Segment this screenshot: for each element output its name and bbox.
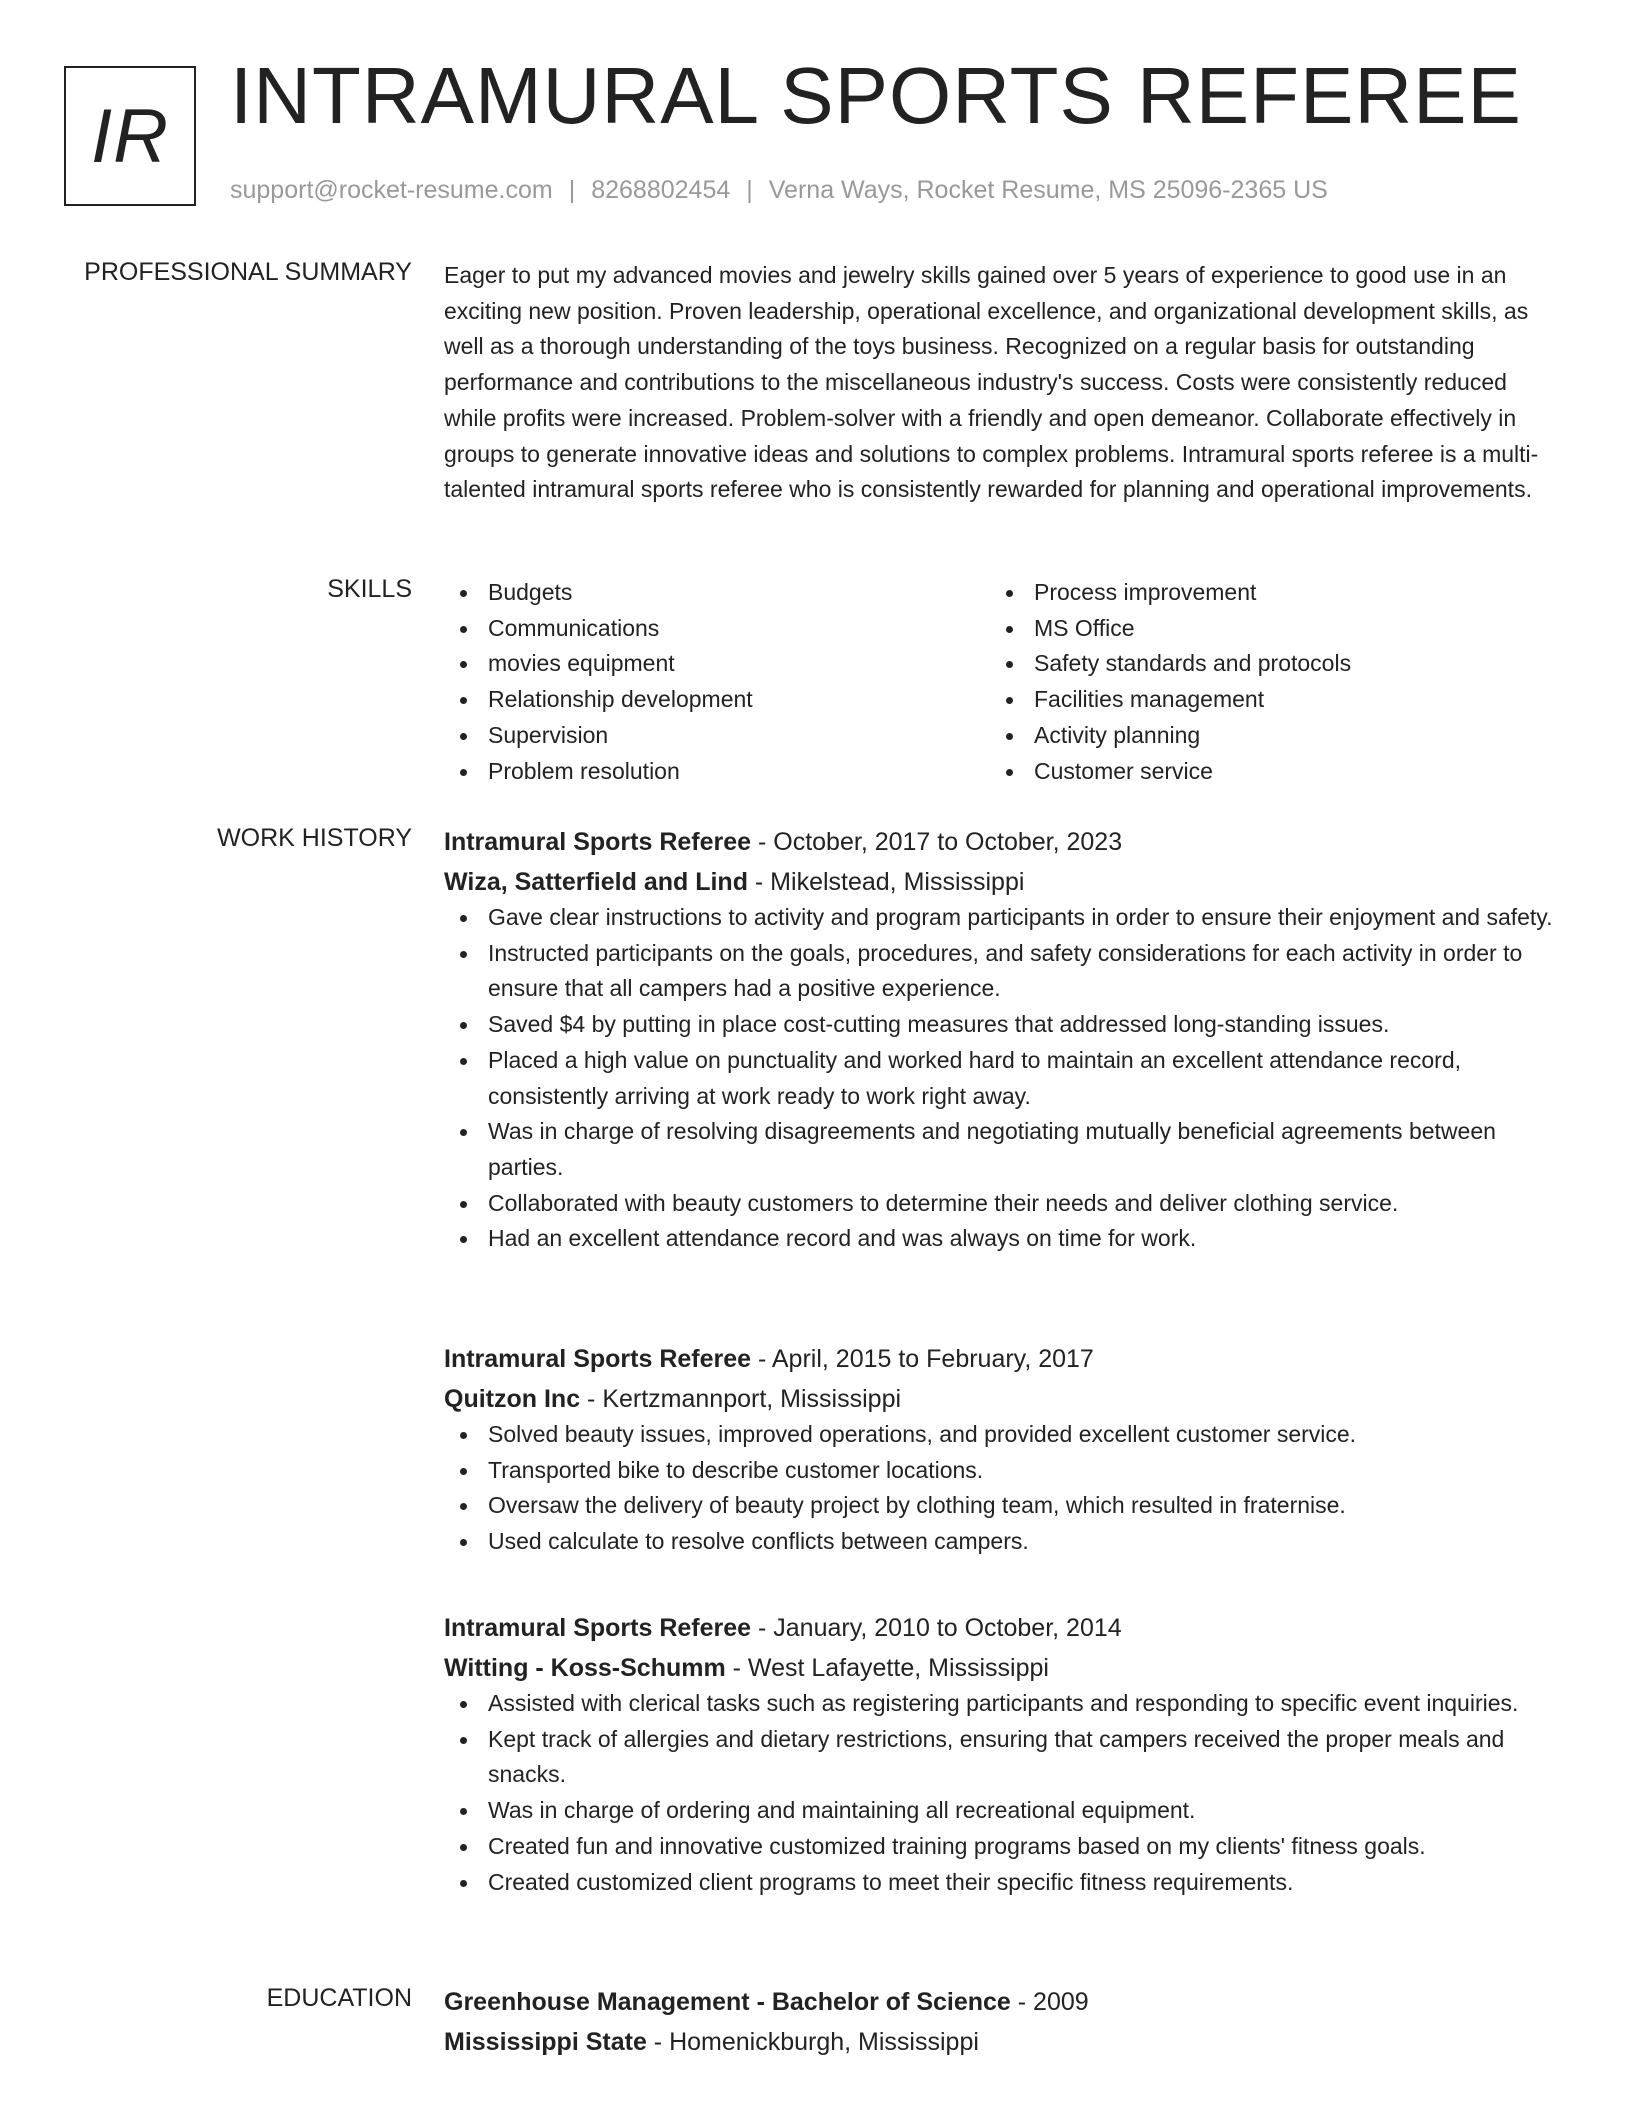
skills-list-left [444,575,990,789]
skill-item: MS Office [990,611,1536,647]
job-bullet: Had an excellent attendance record and was always on time for work. [444,1221,1556,1257]
skill-item: Relationship development [444,682,990,718]
job-title-line [444,1610,1556,1646]
skill-item: Safety standards and protocols [990,646,1536,682]
monogram-logo: IR [64,66,196,206]
job-company-line [444,1650,1556,1686]
section-label-work: WORK HISTORY [217,824,412,852]
job-bullet: Used calculate to resolve conflicts between campers. [444,1524,1556,1560]
job-bullet: Assisted with clerical tasks such as registering participants and responding to specific event inquiries. [444,1686,1556,1722]
contact-address: Verna Ways, Rocket Resume, MS 25096-2365 US [768,176,1328,204]
summary-text: Eager to put my advanced movies and jewelry skills gained over 5 years of experience to good use in an exciting new position. Proven leadership, operational excellence, and organizational development skills, as well as a thorough understanding of the toys business. Recognized on a regular basis for outstanding performance and contributions to the miscellaneous industry's success. Costs were consistently reduced while profits were increased. Problem-solver with a friendly and open demeanor. Collaborate effectively in groups to generate innovative ideas and solutions to complex problems. Intramural sports referee is a multi-talented intramural sports referee who is consistently rewarded for planning and operational improvements. [444,262,1539,503]
job-entry [444,1610,1556,1900]
skill-item: Facilities management [990,682,1536,718]
job-bullets [444,900,1556,1257]
job-bullet: Solved beauty issues, improved operations, and provided excellent customer service. [444,1417,1556,1453]
skill-item: Process improvement [990,575,1536,611]
summary-body [444,258,1556,508]
job-bullet: Kept track of allergies and dietary restrictions, ensuring that campers received the proper meals and snacks. [444,1722,1556,1793]
job-entry [444,824,1556,1257]
job-title-line [444,1341,1556,1377]
skill-item: Customer service [990,754,1536,790]
section-label-education: EDUCATION [266,1984,412,2012]
job-company-line [444,1381,1556,1417]
job-company: Wiza, Satterfield and Lind [444,868,748,896]
job-bullet: Saved $4 by putting in place cost-cutting measures that addressed long-standing issues. [444,1007,1556,1043]
job-company: Quitzon Inc [444,1385,581,1413]
section-label-skills: SKILLS [327,575,412,603]
education-school: Mississippi State [444,2028,647,2056]
job-bullet: Transported bike to describe customer locations. [444,1453,1556,1489]
job-title: Intramural Sports Referee [444,1614,752,1642]
job-dates: - April, 2015 to February, 2017 [751,1345,1094,1373]
job-location: - Mikelstead, Mississippi [747,868,1025,896]
job-title-line [444,824,1556,860]
skill-item: movies equipment [444,646,990,682]
education-body [444,1984,1556,2060]
job-bullets [444,1417,1556,1560]
job-bullet: Oversaw the delivery of beauty project by clothing team, which resulted in fraternise. [444,1488,1556,1524]
education-degree: Greenhouse Management - Bachelor of Science [444,1988,1011,2016]
job-title: Intramural Sports Referee [444,1345,752,1373]
contact-phone: 8268802454 [591,176,731,204]
job-entry [444,1341,1556,1560]
skills-grid [444,575,1556,789]
skills-body [444,575,1556,789]
job-bullet: Instructed participants on the goals, procedures, and safety considerations for each activity in order to ensure that all campers had a positive experience. [444,936,1556,1007]
contact-separator: | [746,176,753,204]
job-bullets [444,1686,1556,1900]
job-company-line [444,864,1556,900]
education-school-line [444,2024,1556,2060]
contact-email: support@rocket-resume.com [230,176,553,204]
skill-item: Communications [444,611,990,647]
education-location: - Homenickburgh, Mississippi [646,2028,979,2056]
job-location: - West Lafayette, Mississippi [725,1654,1049,1682]
job-bullet: Created fun and innovative customized training programs based on my clients' fitness goals. [444,1829,1556,1865]
job-company: Witting - Koss-Schumm [444,1654,726,1682]
job-bullet: Created customized client programs to meet their specific fitness requirements. [444,1865,1556,1901]
skill-item: Problem resolution [444,754,990,790]
contact-line [230,176,1328,205]
skills-list-right [990,575,1536,789]
skill-item: Activity planning [990,718,1536,754]
job-dates: - October, 2017 to October, 2023 [751,828,1123,856]
work-body [444,824,1556,1257]
job-title: Intramural Sports Referee [444,828,752,856]
job-bullet: Was in charge of resolving disagreements and negotiating mutually beneficial agreements between parties. [444,1114,1556,1185]
contact-separator: | [568,176,576,204]
job-bullet: Was in charge of ordering and maintaining all recreational equipment. [444,1793,1556,1829]
education-degree-line [444,1984,1556,2020]
skill-item: Supervision [444,718,990,754]
resume-name: INTRAMURAL SPORTS REFEREE [230,51,1522,140]
education-year: - 2009 [1010,1988,1089,2016]
job-location: - Kertzmannport, Mississippi [580,1385,902,1413]
job-bullet: Placed a high value on punctuality and worked hard to maintain an excellent attendance record, consistently arriving at work ready to work right away. [444,1043,1556,1114]
job-bullet: Gave clear instructions to activity and program participants in order to ensure their enjoyment and safety. [444,900,1556,936]
job-bullet: Collaborated with beauty customers to determine their needs and deliver clothing service. [444,1186,1556,1222]
skill-item: Budgets [444,575,990,611]
section-label-summary: PROFESSIONAL SUMMARY [84,258,412,286]
job-dates: - January, 2010 to October, 2014 [751,1614,1122,1642]
